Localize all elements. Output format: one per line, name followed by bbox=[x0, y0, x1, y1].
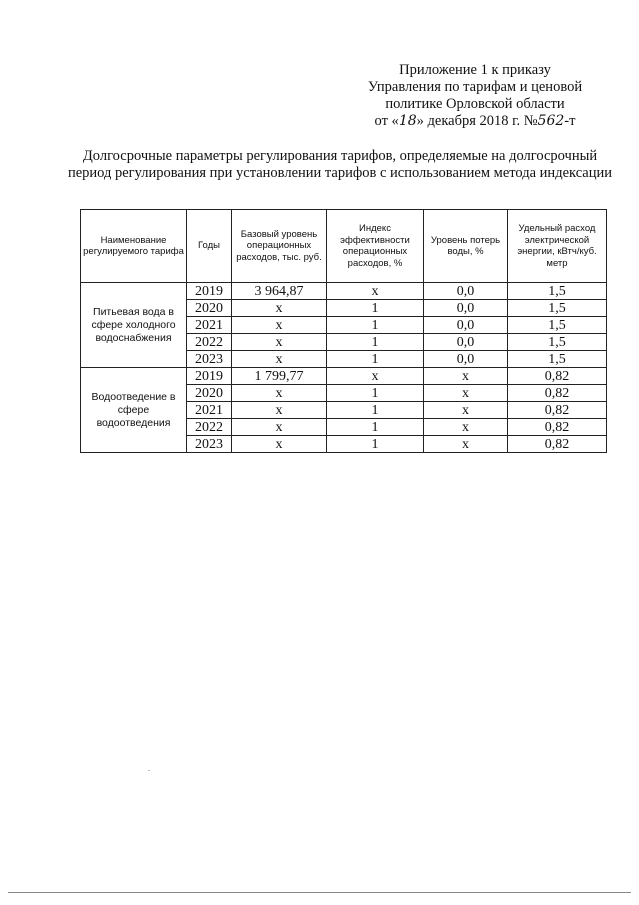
handwritten-order-number: 562 bbox=[537, 113, 565, 129]
base-opex-cell: 3 964,87 bbox=[232, 283, 327, 300]
column-header-efficiency-index: Индекс эффективности операционных расходов, % bbox=[327, 210, 424, 283]
efficiency-index-cell: 1 bbox=[327, 419, 424, 436]
scan-speck bbox=[148, 770, 150, 771]
water-loss-cell: х bbox=[424, 368, 508, 385]
year-cell: 2023 bbox=[187, 351, 232, 368]
table-row bbox=[81, 368, 607, 385]
table-row bbox=[81, 283, 607, 300]
appendix-line: Приложение 1 к приказу bbox=[399, 62, 551, 78]
efficiency-index-cell: х bbox=[327, 368, 424, 385]
energy-consumption-cell: 0,82 bbox=[508, 419, 607, 436]
year-cell: 2022 bbox=[187, 419, 232, 436]
water-loss-cell: 0,0 bbox=[424, 351, 508, 368]
base-opex-cell: х bbox=[232, 351, 327, 368]
order-appendix-header bbox=[340, 62, 610, 130]
efficiency-index-cell: х bbox=[327, 283, 424, 300]
column-header-water-loss: Уровень потерь воды, % bbox=[424, 210, 508, 283]
efficiency-index-cell: 1 bbox=[327, 334, 424, 351]
base-opex-cell: х bbox=[232, 334, 327, 351]
water-loss-cell: 0,0 bbox=[424, 334, 508, 351]
column-header-base-opex: Базовый уровень операционных расходов, тыс. руб. bbox=[232, 210, 327, 283]
column-header-tariff-name: Наименование регулируемого тарифа bbox=[81, 210, 187, 283]
efficiency-index-cell: 1 bbox=[327, 402, 424, 419]
date-middle: » декабря 2018 г. № bbox=[416, 113, 538, 129]
efficiency-index-cell: 1 bbox=[327, 385, 424, 402]
water-loss-cell: 0,0 bbox=[424, 300, 508, 317]
energy-consumption-cell: 1,5 bbox=[508, 351, 607, 368]
energy-consumption-cell: 0,82 bbox=[508, 385, 607, 402]
column-header-energy-consumption: Удельный расход электрической энергии, кВтч/куб. метр bbox=[508, 210, 607, 283]
date-prefix: от « bbox=[374, 113, 399, 129]
handwritten-day: 18 bbox=[398, 113, 417, 129]
year-cell: 2022 bbox=[187, 334, 232, 351]
year-cell: 2020 bbox=[187, 300, 232, 317]
base-opex-cell: х bbox=[232, 385, 327, 402]
energy-consumption-cell: 1,5 bbox=[508, 317, 607, 334]
water-loss-cell: х bbox=[424, 402, 508, 419]
base-opex-cell: х bbox=[232, 436, 327, 453]
water-loss-cell: х bbox=[424, 419, 508, 436]
efficiency-index-cell: 1 bbox=[327, 300, 424, 317]
base-opex-cell: х bbox=[232, 300, 327, 317]
column-header-years: Годы bbox=[187, 210, 232, 283]
energy-consumption-cell: 1,5 bbox=[508, 334, 607, 351]
department-line: Управления по тарифам и ценовой bbox=[367, 79, 583, 95]
tariff-name-cell: Питьевая вода в сфере холодного водоснабжения bbox=[81, 283, 187, 368]
year-cell: 2020 bbox=[187, 385, 232, 402]
region-line: политике Орловской области bbox=[385, 96, 565, 112]
energy-consumption-cell: 0,82 bbox=[508, 402, 607, 419]
energy-consumption-cell: 0,82 bbox=[508, 436, 607, 453]
water-loss-cell: х bbox=[424, 385, 508, 402]
scan-edge-line bbox=[8, 892, 631, 893]
year-cell: 2021 bbox=[187, 402, 232, 419]
efficiency-index-cell: 1 bbox=[327, 317, 424, 334]
efficiency-index-cell: 1 bbox=[327, 351, 424, 368]
base-opex-cell: 1 799,77 bbox=[232, 368, 327, 385]
year-cell: 2019 bbox=[187, 283, 232, 300]
year-cell: 2019 bbox=[187, 368, 232, 385]
table-header-row bbox=[81, 210, 607, 283]
number-suffix: -т bbox=[564, 113, 576, 129]
order-date-line bbox=[340, 113, 610, 130]
base-opex-cell: х bbox=[232, 317, 327, 334]
water-loss-cell: 0,0 bbox=[424, 317, 508, 334]
water-loss-cell: 0,0 bbox=[424, 283, 508, 300]
year-cell: 2023 bbox=[187, 436, 232, 453]
water-loss-cell: х bbox=[424, 436, 508, 453]
efficiency-index-cell: 1 bbox=[327, 436, 424, 453]
energy-consumption-cell: 0,82 bbox=[508, 368, 607, 385]
energy-consumption-cell: 1,5 bbox=[508, 300, 607, 317]
tariff-parameters-table bbox=[80, 209, 607, 453]
year-cell: 2021 bbox=[187, 317, 232, 334]
energy-consumption-cell: 1,5 bbox=[508, 283, 607, 300]
base-opex-cell: х bbox=[232, 402, 327, 419]
base-opex-cell: х bbox=[232, 419, 327, 436]
document-title: Долгосрочные параметры регулирования тарифов, определяемые на долгосрочный период регулирования при установлении тарифов с использованием метода индексации bbox=[67, 148, 613, 181]
tariff-name-cell: Водоотведение в сфере водоотведения bbox=[81, 368, 187, 453]
